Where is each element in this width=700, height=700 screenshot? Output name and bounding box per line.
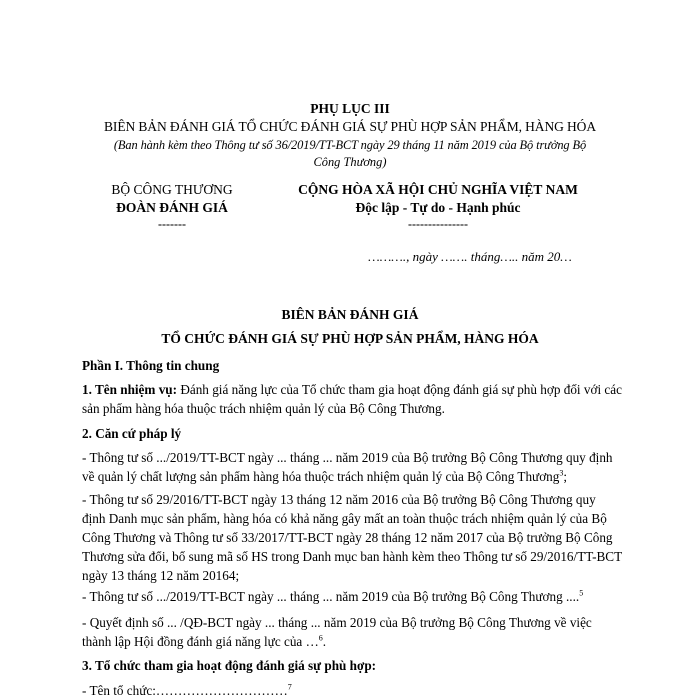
organization-heading: 3. Tổ chức tham gia hoạt động đánh giá sự phù hợp:: [82, 658, 377, 673]
date-line: ………., ngày ……. tháng….. năm 20…: [368, 249, 572, 264]
part1-heading: Phần I. Thông tin chung: [82, 358, 220, 373]
organization-name-text: - Tên tổ chức:…………………………: [82, 683, 288, 698]
footnote-ref-3: 3: [559, 468, 564, 478]
organization-name-line: [82, 681, 622, 700]
legal-item-4: [82, 613, 622, 651]
document-title-line1: BIÊN BẢN ĐÁNH GIÁ: [281, 307, 419, 322]
footnote-ref-5: 5: [579, 588, 584, 598]
legal-item-1: [82, 448, 622, 486]
legal-item-3-text: - Thông tư số .../2019/TT-BCT ngày ... tháng ... năm 2019 của Bộ trưởng Bộ Công Thương ....: [82, 589, 580, 604]
footnote-ref-6: 6: [318, 633, 323, 643]
legal-basis-heading: 2. Căn cứ pháp lý: [82, 426, 182, 441]
national-motto: Độc lập - Tự do - Hạnh phúc: [355, 200, 521, 215]
task-paragraph: [82, 380, 622, 418]
ministry-name: BỘ CÔNG THƯƠNG: [111, 182, 233, 197]
legal-item-2: - Thông tư số 29/2016/TT-BCT ngày 13 tháng 12 năm 2016 của Bộ trưởng Bộ Công Thương quy định Danh mục sản phẩm, hàng hóa có khả năng gây mất an toàn thuộc trách nhiệm quản lý của Bộ Công Thương và Thông tư số 33/2017/TT-BCT ngày 28 tháng 12 năm 2017 của Bộ trưởng Bộ Công Thương sửa đổi, bổ sung mã số HS trong Danh mục ban hành kèm theo Thông tư số 29/2016/TT-BCT ngày 13 tháng 12 năm 20164;: [82, 492, 622, 583]
legal-item-4-end: .: [322, 634, 327, 649]
task-label: 1. Tên nhiệm vụ:: [82, 382, 178, 397]
footnote-ref-7: 7: [287, 682, 292, 692]
left-separator: -------: [158, 217, 186, 231]
assessment-team: ĐOÀN ĐÁNH GIÁ: [116, 200, 228, 215]
task-text: Đánh giá năng lực của Tổ chức tham gia hoạt động đánh giá sự phù hợp đối với các sản phẩm hàng hóa thuộc trách nhiệm quản lý của Bộ Công Thương.: [82, 382, 622, 416]
right-separator: ---------------: [408, 217, 468, 231]
legal-item-1-text: - Thông tư số .../2019/TT-BCT ngày ... tháng ... năm 2019 của Bộ trưởng Bộ Công Thương quy định về quản lý chất lượng sản phẩm hàng hóa thuộc trách nhiệm quản lý của Bộ Công Thương: [82, 450, 613, 484]
appendix-subtitle-line2: Công Thương): [313, 155, 387, 169]
nation-name: CỘNG HÒA XÃ HỘI CHỦ NGHĨA VIỆT NAM: [298, 182, 578, 197]
legal-item-4-text: - Quyết định số ... /QĐ-BCT ngày ... tháng ... năm 2019 của Bộ trưởng Bộ Công Thương về việc thành lập Hội đồng đánh giá năng lực của …: [82, 615, 592, 649]
appendix-title: PHỤ LỤC III: [310, 101, 390, 116]
appendix-heading: BIÊN BẢN ĐÁNH GIÁ TỔ CHỨC ĐÁNH GIÁ SỰ PHÙ HỢP SẢN PHẨM, HÀNG HÓA: [104, 119, 596, 134]
appendix-subtitle-line1: (Ban hành kèm theo Thông tư số 36/2019/TT-BCT ngày 29 tháng 11 năm 2019 của Bộ trưởng Bộ: [113, 138, 587, 152]
document-title-line2: TỔ CHỨC ĐÁNH GIÁ SỰ PHÙ HỢP SẢN PHẨM, HÀNG HÓA: [161, 331, 539, 346]
legal-item-1-end: ;: [563, 469, 568, 484]
legal-item-3: [82, 587, 622, 606]
